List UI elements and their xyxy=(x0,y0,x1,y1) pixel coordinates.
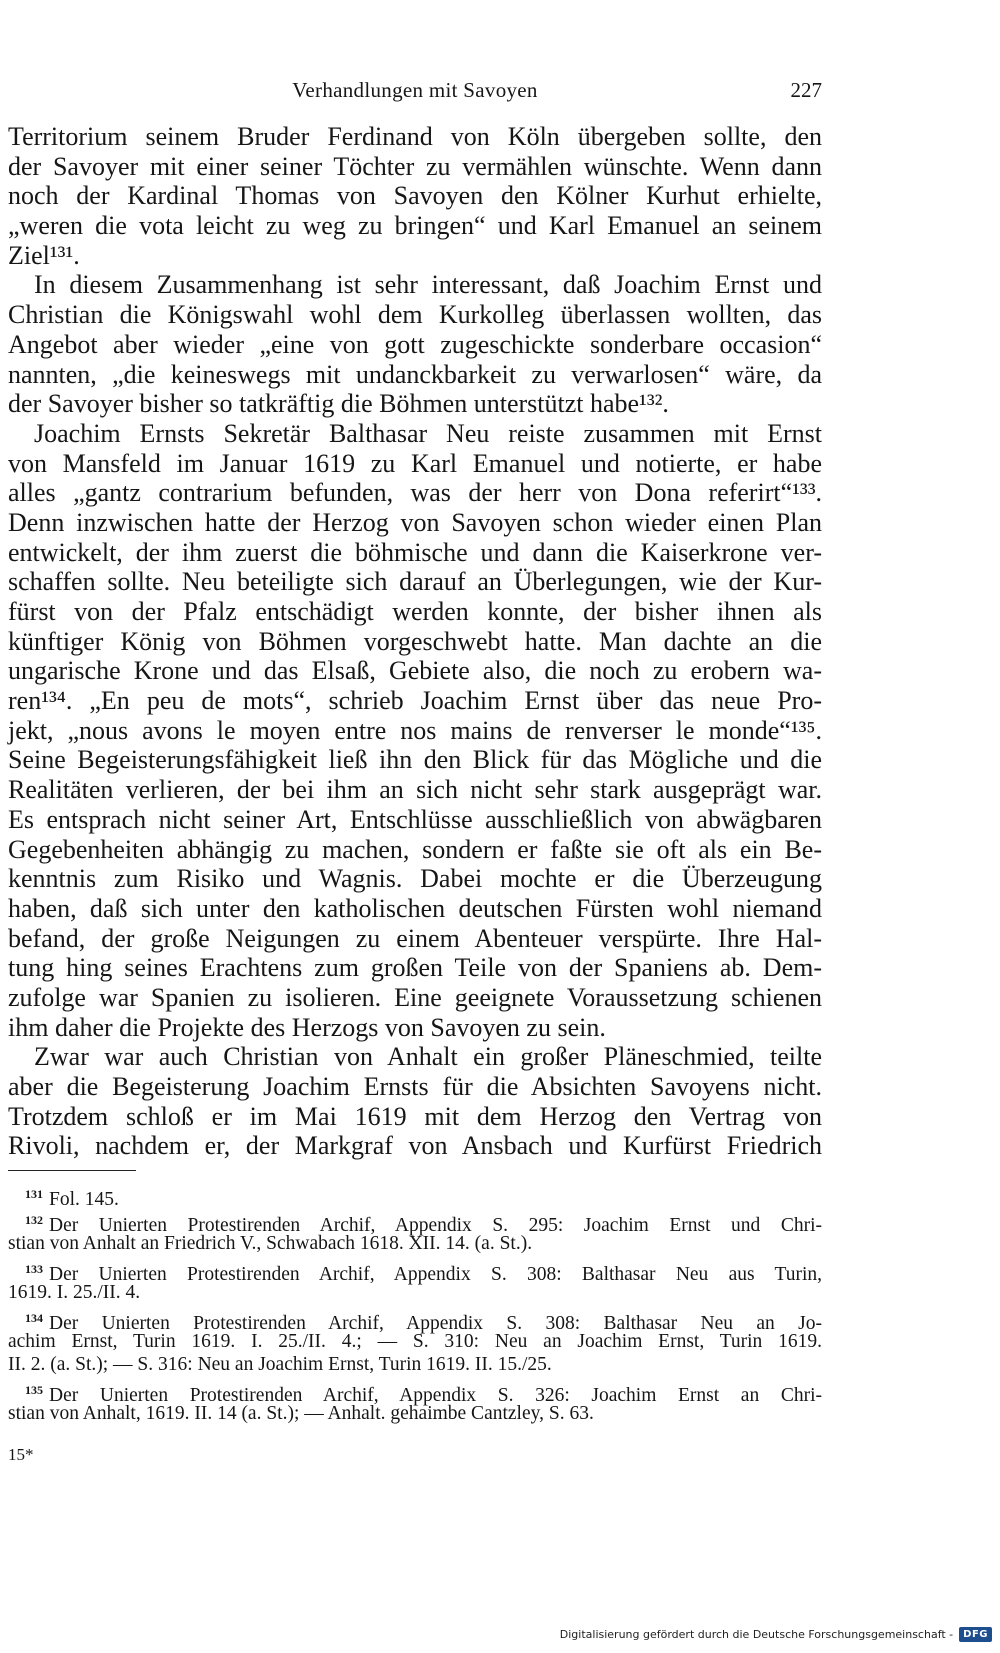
body-line: Trotzdem schloß er im Mai 1619 mit dem Herzog den Vertrag von xyxy=(8,1101,822,1131)
body-line: Joachim Ernsts Sekretär Balthasar Neu reiste zusammen mit Ernst xyxy=(34,418,822,448)
footnote-text: Der Unierten Protestirenden Archif, Appendix S. 295: Joachim Ernst und Chri- xyxy=(49,1215,822,1236)
page-number: 227 xyxy=(790,78,822,102)
body-line: befand, der große Neigungen zu einem Abenteuer verspürte. Ihre Hal- xyxy=(8,923,822,953)
body-line: aber die Begeisterung Joachim Ernsts für die Absichten Savoyens nicht. xyxy=(8,1072,822,1101)
footnote-number: 134 xyxy=(25,1311,43,1325)
footnote-text: achim Ernst, Turin 1619. I. 25./II. 4.; — S. 310: Neu an Joachim Ernst, Turin 1619. xyxy=(8,1331,822,1352)
body-line: der Savoyer mit einer seiner Töchter zu vermählen wünschte. Wenn dann xyxy=(8,151,822,181)
running-title: Verhandlungen mit Savoyen xyxy=(292,78,538,102)
footnote-line xyxy=(8,1353,822,1376)
body-line: Territorium seinem Bruder Ferdinand von Köln übergeben sollte, den xyxy=(8,122,822,151)
body-line: ren¹³⁴. „En peu de mots“, schrieb Joachim Ernst über das neue Pro- xyxy=(8,686,822,716)
footnote-text: Fol. 145. xyxy=(49,1189,119,1210)
body-line: ihm daher die Projekte des Herzogs von Savoyen zu sein. xyxy=(8,1012,606,1042)
body-line: Rivoli, nachdem er, der Markgraf von Ansbach und Kurfürst Friedrich xyxy=(8,1131,822,1161)
footnote-number: 132 xyxy=(25,1213,43,1227)
footnote-text: Der Unierten Protestirenden Archif, Appendix S. 308: Balthasar Neu an Jo- xyxy=(49,1313,822,1334)
body-line: jekt, „nous avons le moyen entre nos mains de renverser le monde“¹³⁵. xyxy=(8,715,822,745)
body-line: tung hing seines Erachtens zum großen Teile von der Spaniens ab. Dem- xyxy=(8,953,822,983)
footnote-text: Der Unierten Protestirenden Archif, Appendix S. 308: Balthasar Neu aus Turin, xyxy=(49,1264,822,1285)
body-line: nannten, „die keineswegs mit undanckbarkeit zu verwarlosen“ wäre, da xyxy=(8,359,822,389)
body-line: Realitäten verlieren, der bei ihm an sich nicht sehr stark ausgeprägt war. xyxy=(8,775,822,805)
body-line: „weren die vota leicht zu weg zu bringen“ und Karl Emanuel an seinem xyxy=(8,211,822,241)
body-line: von Mansfeld im Januar 1619 zu Karl Emanuel und notierte, er habe xyxy=(8,448,822,478)
body-line: fürst von der Pfalz entschädigt werden konnte, der bisher ihnen als xyxy=(8,597,822,626)
body-line: der Savoyer bisher so tatkräftig die Böhmen unterstützt habe¹³². xyxy=(8,389,669,419)
footnote-line xyxy=(8,1307,822,1334)
footnotes xyxy=(8,1183,822,1425)
footnote-line xyxy=(8,1258,822,1285)
footnote-number: 131 xyxy=(25,1187,43,1201)
footnote-number: 133 xyxy=(25,1262,43,1276)
body-line: Gegebenheiten abhängig zu machen, sondern er faßte sie oft als ein Be- xyxy=(8,834,822,864)
body-line: Denn inzwischen hatte der Herzog von Savoyen schon wieder einen Plan xyxy=(8,507,822,537)
dfg-logo-icon: DFG xyxy=(959,1627,992,1642)
footnote-rule xyxy=(8,1170,136,1171)
running-head xyxy=(8,78,822,106)
footnote-text: II. 2. (a. St.); — S. 316: Neu an Joachim Ernst, Turin 1619. II. 15./25. xyxy=(8,1354,552,1375)
body-line: entwickelt, der ihm zuerst die böhmische und dann die Kaiserkrone ver- xyxy=(8,537,822,567)
body-line: zufolge war Spanien zu isolieren. Eine geeignete Voraussetzung schienen xyxy=(8,982,822,1012)
body-line: künftiger König von Böhmen vorgeschwebt hatte. Man dachte an die xyxy=(8,626,822,656)
body-line: Christian die Königswahl wohl dem Kurkolleg überlassen wollten, das xyxy=(8,300,822,330)
footnote-text: stian von Anhalt an Friedrich V., Schwabach 1618. XII. 14. (a. St.). xyxy=(8,1233,533,1254)
body-line: alles „gantz contrarium befunden, was der herr von Dona referirt“¹³³. xyxy=(8,478,822,508)
footnote-number: 135 xyxy=(25,1383,43,1397)
body-line: Zwar war auch Christian von Anhalt ein großer Pläneschmied, teilte xyxy=(34,1042,822,1072)
body-line: kenntnis zum Risiko und Wagnis. Dabei mochte er die Überzeugung xyxy=(8,864,822,894)
body-line: Seine Begeisterungsfähigkeit ließ ihn den Blick für das Mögliche und die xyxy=(8,745,822,775)
body-line: haben, daß sich unter den katholischen deutschen Fürsten wohl niemand xyxy=(8,893,822,923)
body-line: Ziel¹³¹. xyxy=(8,240,80,270)
body-line: noch der Kardinal Thomas von Savoyen den Kölner Kurhut erhielte, xyxy=(8,181,822,211)
footnote-line xyxy=(8,1209,822,1236)
signature-mark: 15* xyxy=(8,1445,34,1464)
credit-text: Digitalisierung gefördert durch die Deutsche Forschungsgemeinschaft - xyxy=(559,1627,954,1641)
body-line: Es entsprach nicht seiner Art, Entschlüsse ausschließlich von abwägbaren xyxy=(8,804,822,834)
footnote-text: 1619. I. 25./II. 4. xyxy=(8,1282,141,1303)
digitization-credit xyxy=(560,1623,992,1645)
footnote-text: Der Unierten Protestirenden Archif, Appendix S. 326: Joachim Ernst an Chri- xyxy=(49,1385,822,1406)
footnote-text: stian von Anhalt, 1619. II. 14 (a. St.); — Anhalt. gehaimbe Cantzley, S. 63. xyxy=(8,1403,594,1424)
body-line: ungarische Krone und das Elsaß, Gebiete also, die noch zu erobern wa- xyxy=(8,656,822,686)
body-line: Angebot aber wieder „eine von gott zugeschickte sonderbare occasion“ xyxy=(8,329,822,359)
body-line: schaffen sollte. Neu beteiligte sich darauf an Überlegungen, wie der Kur- xyxy=(8,567,822,597)
footnote-line xyxy=(8,1183,822,1210)
footnote-line xyxy=(8,1379,822,1406)
body-text xyxy=(8,122,822,1161)
body-line: In diesem Zusammenhang ist sehr interessant, daß Joachim Ernst und xyxy=(34,270,822,300)
footnote-line xyxy=(8,1330,822,1353)
